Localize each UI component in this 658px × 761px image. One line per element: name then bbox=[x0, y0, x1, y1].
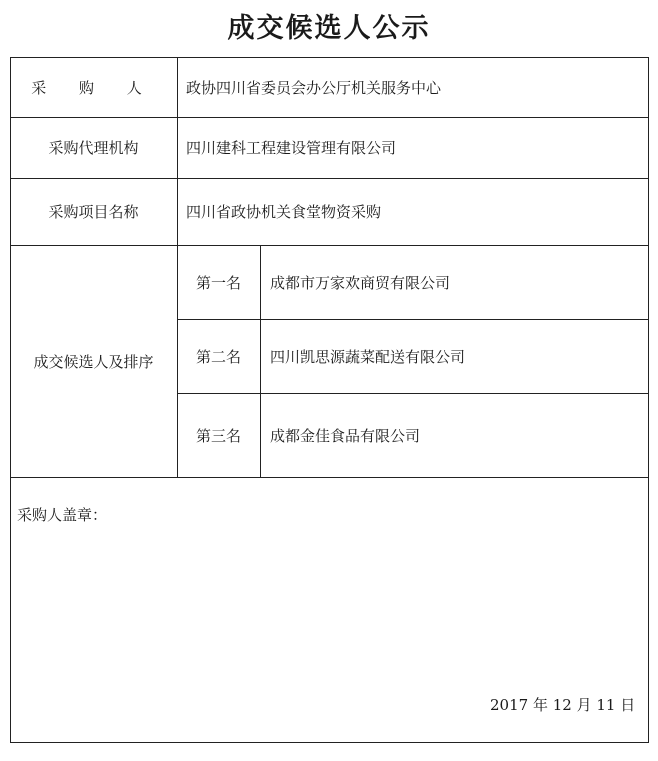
seal-label: 采购人盖章： bbox=[17, 506, 108, 524]
table-divider bbox=[260, 245, 261, 477]
candidate-rank: 第一名 bbox=[195, 273, 241, 292]
purchaser-value: 政协四川省委员会办公厅机关服务中心 bbox=[186, 78, 442, 97]
candidate-name: 四川凯思源蔬菜配送有限公司 bbox=[270, 347, 466, 366]
purchaser-label: 采 购 人 bbox=[31, 78, 156, 97]
candidate-name: 成都市万家欢商贸有限公司 bbox=[270, 273, 451, 292]
candidate-rank: 第二名 bbox=[195, 347, 241, 366]
agency-value: 四川建科工程建设管理有限公司 bbox=[186, 139, 397, 157]
page-title: 成交候选人公示 bbox=[227, 13, 431, 44]
candidate-name: 成都金佳食品有限公司 bbox=[270, 426, 421, 445]
agency-label: 采购代理机构 bbox=[48, 139, 139, 157]
table-divider bbox=[10, 477, 649, 478]
candidates-label: 成交候选人及排序 bbox=[33, 352, 154, 371]
project-label: 采购项目名称 bbox=[48, 203, 139, 221]
announcement-date: 2017 年 12 月 11 日 bbox=[490, 696, 636, 714]
candidate-rank: 第三名 bbox=[195, 426, 241, 445]
project-value: 四川省政协机关食堂物资采购 bbox=[186, 203, 382, 221]
